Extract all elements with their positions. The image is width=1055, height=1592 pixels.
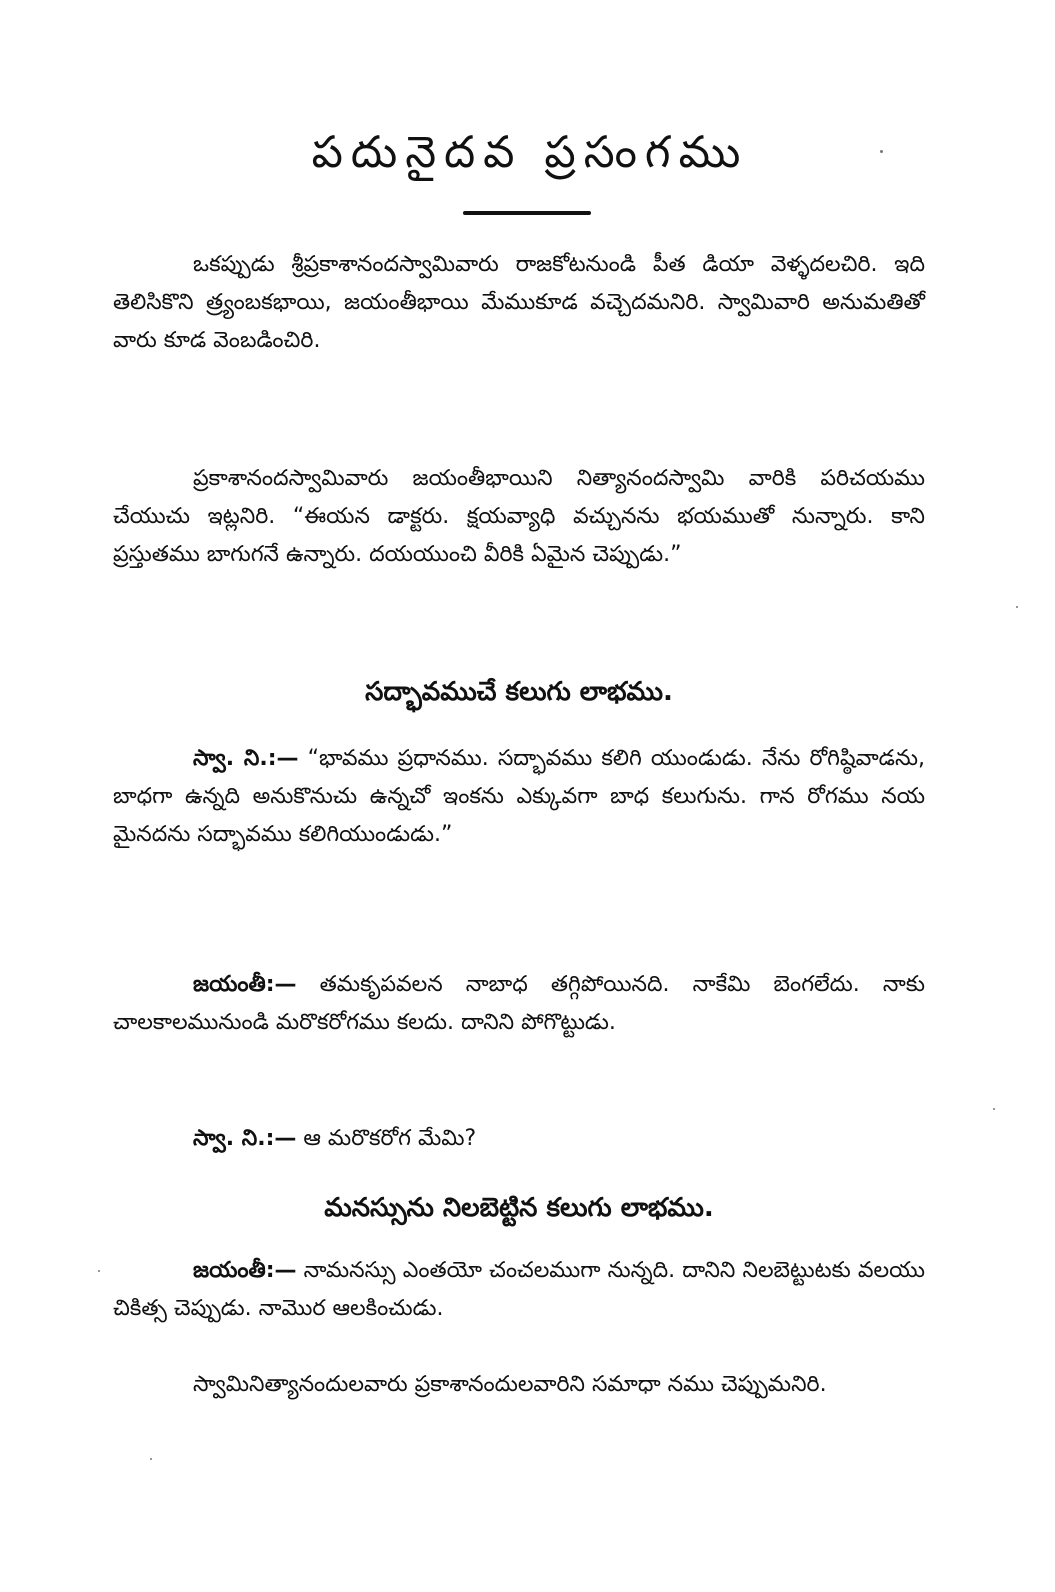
scan-speck bbox=[880, 150, 883, 153]
dialogue-text: ఆ మరొకరోగ మేమి? bbox=[303, 1126, 477, 1151]
dialogue-text: నామనస్సు ఎంతయో చంచలముగా నున్నది. దానిని నిలబెట్టుటకు వలయు చికిత్స చెప్పుడు. నామొర ఆలకించుడు. bbox=[113, 1258, 925, 1321]
scan-speck bbox=[993, 1108, 995, 1110]
speaker-label: జయంతీ:— bbox=[193, 1258, 297, 1283]
scan-speck bbox=[1016, 606, 1018, 608]
scan-speck bbox=[98, 1270, 100, 1272]
dialogue-text: తమకృపవలన నాబాధ తగ్గిపోయినది. నాకేమి బెంగలేదు. నాకు చాలకాలమునుండి మరొకరోగము కలదు. దానిని పోగొట్టుడు. bbox=[113, 972, 925, 1035]
speaker-label: జయంతీ:— bbox=[193, 972, 297, 997]
scan-speck bbox=[150, 1458, 152, 1460]
section-heading-steady-mind: మనస్సును నిలబెట్టిన కలుగు లాభము. bbox=[324, 1193, 714, 1223]
section-heading-good-attitude: సద్భావముచే కలుగు లాభము. bbox=[365, 677, 673, 707]
dialogue-jayanti-reply bbox=[113, 966, 925, 1042]
title-underline bbox=[463, 211, 591, 215]
chapter-title: పదునైదవ ప్రసంగము bbox=[311, 127, 749, 178]
paragraph-intro: ఒకప్పుడు శ్రీప్రకాశానందస్వామివారు రాజకోటనుండి పీత డియా వెళ్ళదలచిరి. ఇది తెలిసికొని త్ర్యంబకభాయి, జయంతీభాయి మేముకూడ వచ్చెదమనిరి. స్వామివారి అనుమతితో వారు కూడ వెంబడించిరి. bbox=[113, 252, 925, 353]
dialogue-text: “భావము ప్రధానము. సద్భావము కలిగి యుండుడు. నేను రోగిష్ఠివాడను, బాధగా ఉన్నది అనుకొనుచు ఉన్నచో ఇంకను ఎక్కువగా బాధ కలుగును. గాన రోగము నయ మైనదను సద్భావము కలిగియుండుడు.” bbox=[113, 746, 926, 847]
paragraph-closing: స్వామినిత్యానందులవారు ప్రకాశానందులవారిని సమాధా నము చెప్పుమనిరి. bbox=[193, 1372, 827, 1397]
speaker-label: స్వా. ని.:— bbox=[193, 746, 299, 771]
speaker-label: స్వా. ని.:— bbox=[193, 1126, 297, 1151]
paragraph-introduction-dialogue: ప్రకాశానందస్వామివారు జయంతీభాయిని నిత్యానందస్వామి వారికి పరిచయము చేయుచు ఇట్లనిరి. “ఈయన డాక్టరు. క్షయవ్యాధి వచ్చునను భయముతో నున్నారు. కాని ప్రస్తుతము బాగుగనే ఉన్నారు. దయయుంచి వీరికి ఏమైన చెప్పుడు.” bbox=[113, 466, 925, 567]
dialogue-swami-reply bbox=[113, 740, 925, 854]
dialogue-jayanti-mind bbox=[113, 1252, 925, 1328]
dialogue-swami-question bbox=[113, 1120, 925, 1158]
